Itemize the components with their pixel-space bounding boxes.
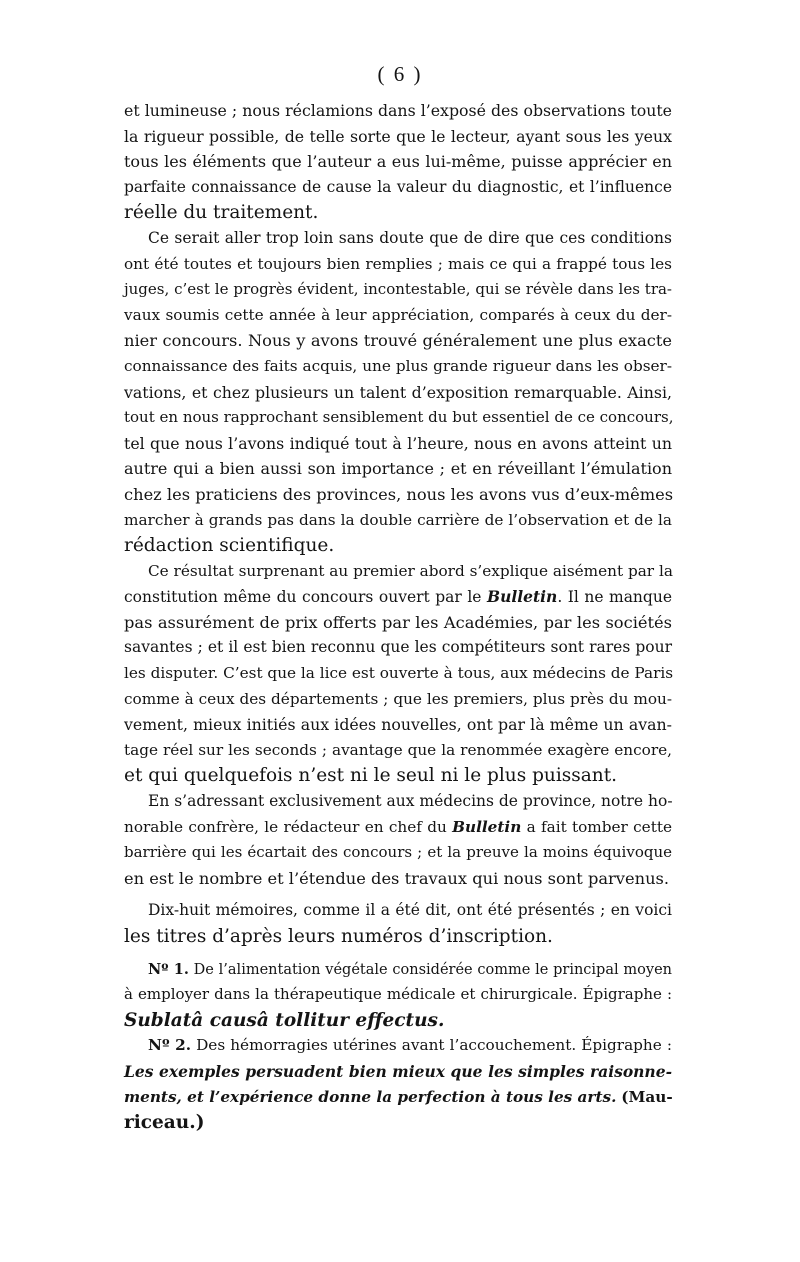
text-line: nier concours. Nous y avons trouvé généralement une plus exacte [124,331,672,351]
text-line: vaux soumis cette année à leur appréciation, comparés à ceux du der- [124,305,672,324]
text-line: tous les éléments que l’auteur a eus lui-même, puisse apprécier en [124,152,672,172]
text-line: en est le nombre et l’étendue des travaux qui nous sont parvenus. [124,868,670,888]
text-line: parfaite connaissance de cause la valeur du diagnostic, et l’influence [124,177,672,196]
entry-line [124,957,672,983]
entry-author: riceau.) [124,1112,205,1134]
body-text [124,98,672,1136]
entry-line: à employer dans la thérapeutique médicale et chirurgicale. Épigraphe : [124,985,672,1004]
paragraph [124,226,672,559]
entry-epigraph: Sublatâ causâ tollitur effectus. [124,1009,445,1031]
entry-title: De l’alimentation végétale considérée comme le principal moyen [193,961,672,978]
text-line: marcher à grands pas dans la double carrière de l’observation et de la [124,510,672,529]
text-line: norable confrère, le rédacteur en chef du Bulletin a fait tomber cette [124,817,672,836]
text-line: tage réel sur les seconds ; avantage que la renommée exagère encore, [124,740,672,759]
text-line: Ce serait aller trop loin sans doute que de dire que ces conditions [148,228,672,247]
text-line: les disputer. C’est que la lice est ouverte à tous, aux médecins de Paris [124,664,674,683]
entry-epigraph [124,1085,672,1111]
text-line: Ce résultat surprenant au premier abord s’explique aisément par la [148,561,673,580]
text-line: ont été toutes et toujours bien remplies ; mais ce qui a frappé tous les [124,254,672,273]
paragraph-continuation [124,98,672,226]
entry-epigraph-text: ments, et l’expérience donne la perfection à tous les arts. [124,1087,617,1106]
text-line: En s’adressant exclusivement aux médecins de province, notre ho- [148,792,673,811]
text-line: réelle du traitement. [124,202,319,224]
page-number: ( 6 ) [377,62,423,86]
entry-line [124,1033,672,1059]
text-line: autre qui a bien aussi son importance ; et en réveillant l’émulation [124,459,672,479]
entry-author: (Mau- [621,1087,673,1106]
text-line: vement, mieux initiés aux idées nouvelles, ont par là même un avan- [124,715,672,735]
text-line: chez les praticiens des provinces, nous les avons vus d’eux-mêmes [124,484,674,504]
paragraph [124,789,672,891]
memoir-entry [124,957,672,1034]
journal-title: Bulletin [452,817,522,836]
text-line: tout en nous rapprochant sensiblement du but essentiel de ce concours, [124,408,674,427]
text-line: connaissance des faits acquis, une plus grande rigueur dans les obser- [124,356,672,375]
entry-number: Nº 2. [148,1036,192,1055]
paragraph [124,898,672,949]
text-line: les titres d’après leurs numéros d’inscription. [124,926,553,947]
text-line: comme à ceux des départements ; que les premiers, plus près du mou- [124,689,672,708]
text-line: et lumineuse ; nous réclamions dans l’exposé des observations toute [124,101,672,120]
text-line: pas assurément de prix offerts par les Académies, par les sociétés [124,612,672,632]
entry-number: Nº 1. [148,960,189,978]
text-line: barrière qui les écartait des concours ; et la preuve la moins équivoque [124,843,672,862]
entry-epigraph: Les exemples persuadent bien mieux que les simples raisonne- [124,1061,672,1081]
text-line: vations, et chez plusieurs un talent d’exposition remarquable. Ainsi, [124,382,672,402]
memoir-entry [124,1033,672,1135]
text-line: la rigueur possible, de telle sorte que le lecteur, ayant sous les yeux [124,126,672,146]
text-line: tel que nous l’avons indiqué tout à l’heure, nous en avons atteint un [124,433,672,453]
text-line: rédaction scientifique. [124,535,335,557]
text-line: et qui quelquefois n’est ni le seul ni le plus puissant. [124,765,618,787]
text-line: Dix-huit mémoires, comme il a été dit, ont été présentés ; en voici [148,901,672,920]
paragraph [124,559,672,789]
journal-title: Bulletin [486,587,558,607]
text-line: juges, c’est le progrès évident, incontestable, qui se révèle dans les tra- [124,280,672,299]
text-line: savantes ; et il est bien reconnu que les compétiteurs sont rares pour [124,638,672,657]
entry-title: Des hémorragies utérines avant l’accouchement. Épigraphe : [196,1036,672,1055]
text-line: constitution même du concours ouvert par le Bulletin. Il ne manque [124,587,672,607]
